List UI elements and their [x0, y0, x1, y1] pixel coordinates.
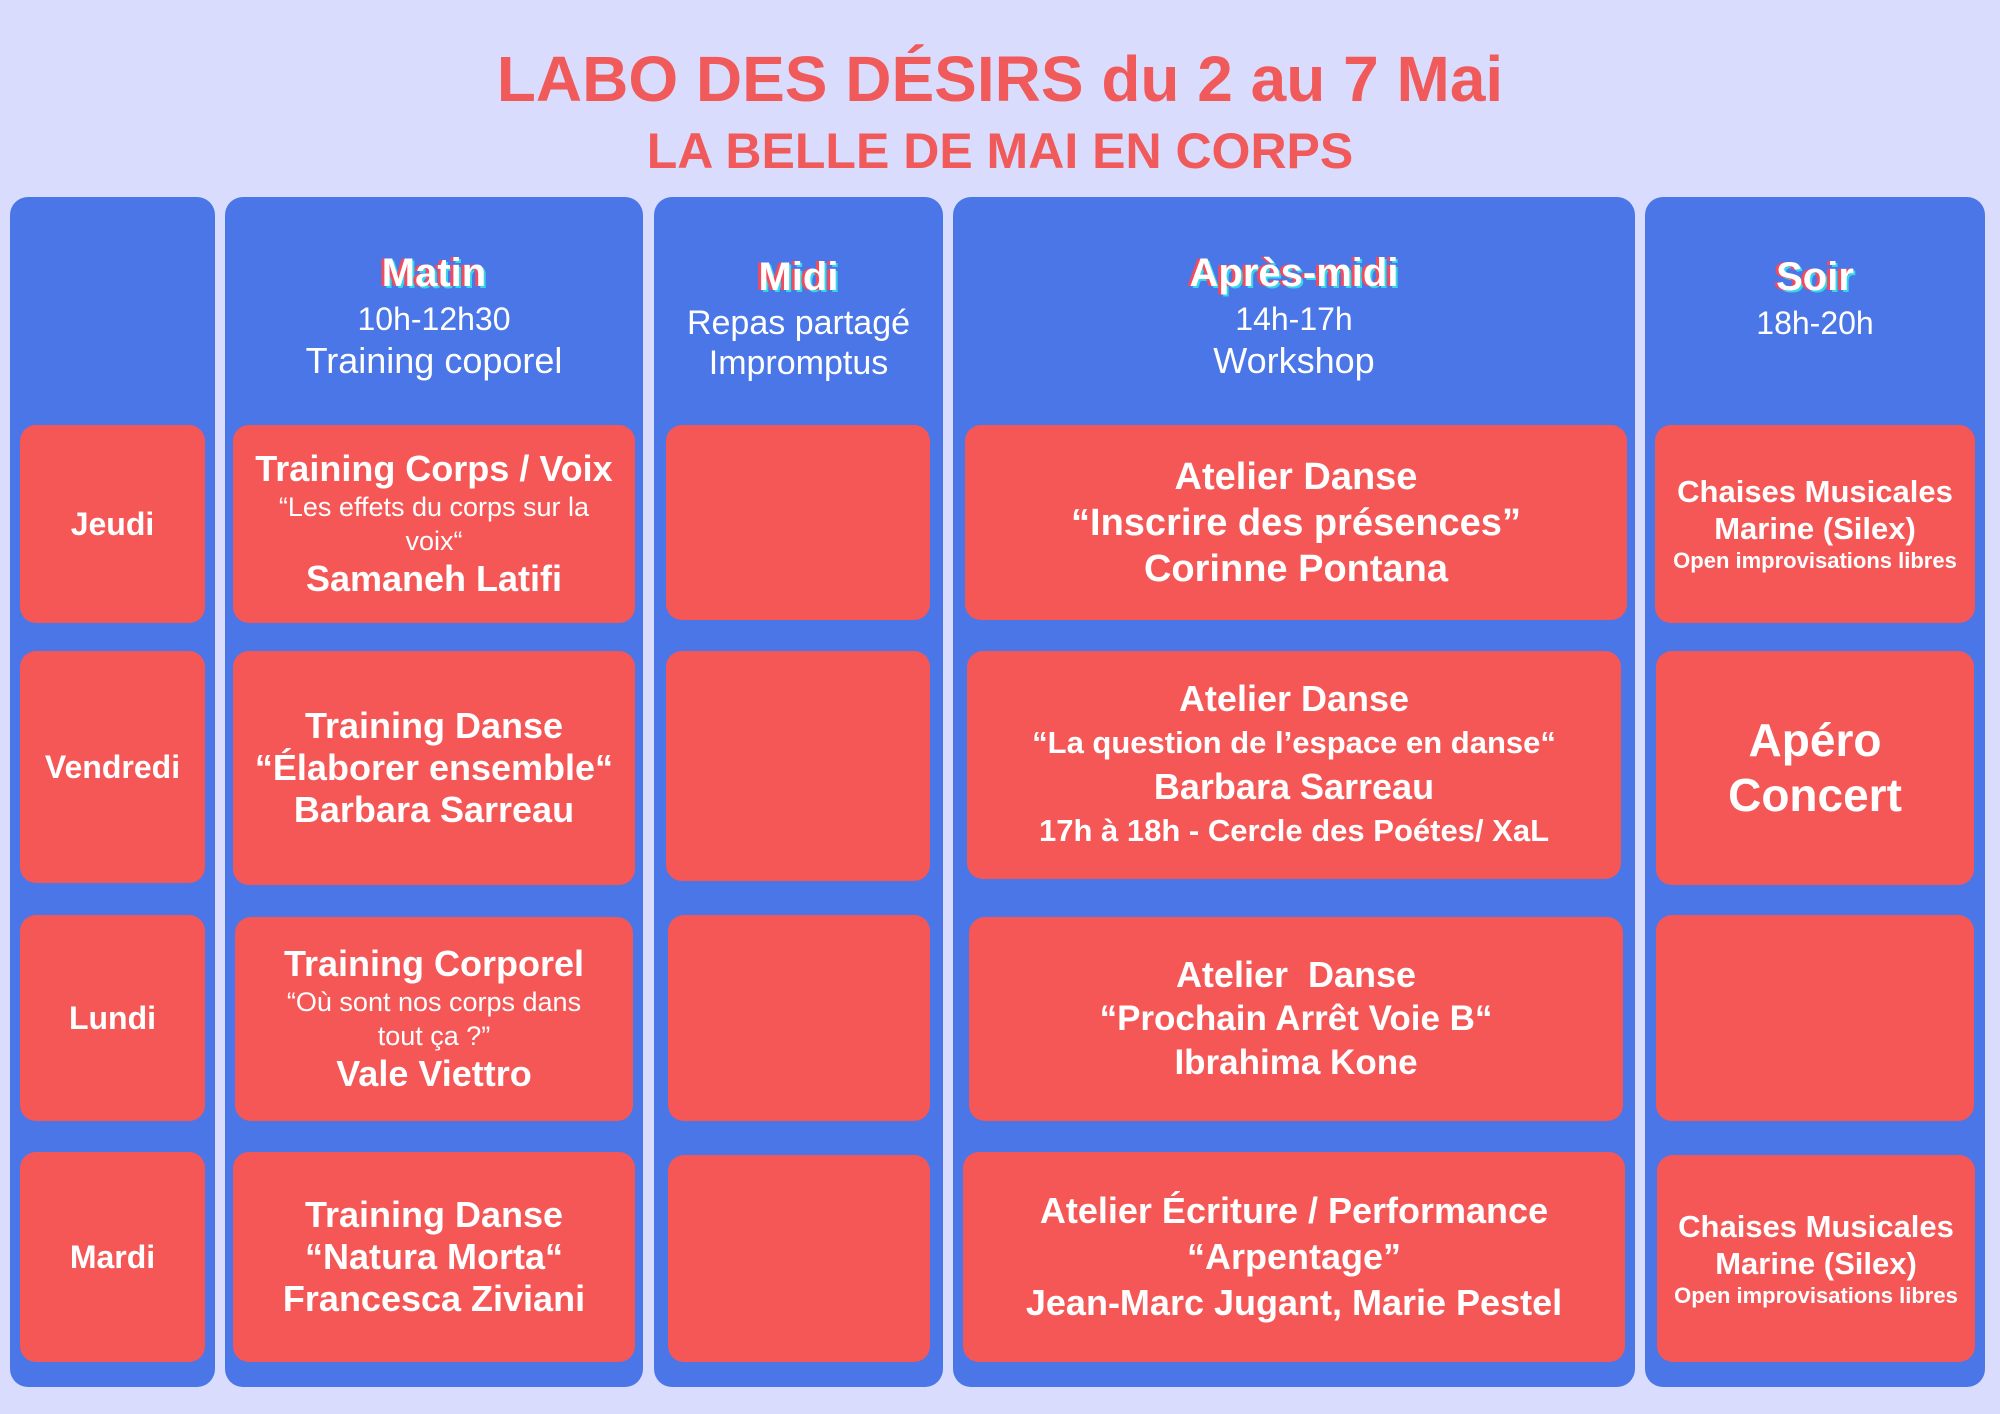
midi-cell-jeudi — [666, 425, 930, 620]
session-quote: “Les effets du corps sur la voix“ — [278, 492, 590, 556]
session-host: Ibrahima Kone — [1174, 1043, 1418, 1082]
soir-time: 18h-20h — [1756, 305, 1874, 341]
apres-midi-time: 14h-17h — [1235, 301, 1353, 337]
day-cell-jeudi — [20, 425, 205, 623]
day-cell-vendredi — [20, 651, 205, 883]
midi-cell-vendredi — [666, 651, 930, 881]
session-title: Training Danse — [304, 1194, 564, 1235]
session-host: Marine (Silex) — [1714, 511, 1916, 546]
day-label: Lundi — [68, 999, 157, 1036]
matin-title: Matin — [381, 251, 487, 295]
matin-cell-jeudi — [233, 425, 635, 623]
apres-midi-header — [953, 247, 1635, 383]
session-title: Atelier Écriture / Performance — [1039, 1190, 1549, 1231]
soir-title: Soir — [1776, 255, 1854, 299]
apres-midi-column — [953, 197, 1635, 1387]
midi-header — [654, 247, 943, 383]
session-host: Vale Viettro — [336, 1053, 532, 1094]
matin-desc: Training coporel — [305, 340, 563, 381]
session-extra: 17h à 18h - Cercle des Poétes/ XaL — [1038, 813, 1550, 848]
session-title: Atelier Danse — [1174, 455, 1418, 498]
session-quote: “Arpentage” — [1186, 1236, 1402, 1277]
session-quote: “Prochain Arrêt Voie B“ — [1099, 999, 1493, 1038]
soir-header — [1645, 247, 1985, 343]
day-column — [10, 197, 215, 1387]
apres-midi-cell-jeudi — [965, 425, 1627, 620]
session-title: Training Corps / Voix — [255, 448, 613, 489]
apres-midi-title: Après-midi — [1189, 251, 1399, 295]
midi-cell-mardi — [668, 1155, 930, 1362]
day-label: Vendredi — [44, 748, 181, 785]
page-title: LABO DES DÉSIRS du 2 au 7 Mai — [496, 43, 1504, 115]
midi-title: Midi — [758, 255, 839, 299]
page-subtitle: LA BELLE DE MAI EN CORPS — [646, 123, 1354, 179]
day-label: Jeudi — [70, 505, 155, 542]
session-subtitle: Concert — [1728, 769, 1902, 821]
session-quote: “La question de l’espace en danse“ — [1032, 725, 1556, 760]
apres-midi-cell-vendredi — [967, 651, 1621, 879]
session-note: Open improvisations libres — [1673, 548, 1957, 573]
soir-cell-lundi — [1656, 915, 1974, 1121]
apres-midi-desc: Workshop — [1213, 340, 1375, 381]
session-title: Atelier Danse — [1175, 954, 1417, 995]
session-title: Training Danse — [304, 705, 564, 746]
session-host: Jean-Marc Jugant, Marie Pestel — [1025, 1282, 1563, 1323]
session-host: Barbara Sarreau — [1153, 766, 1435, 807]
session-host: Barbara Sarreau — [293, 789, 575, 830]
session-host: Corinne Pontana — [1143, 547, 1449, 590]
session-title: Atelier Danse — [1178, 678, 1410, 719]
soir-cell-jeudi — [1655, 425, 1975, 623]
session-quote: “Inscrire des présences” — [1071, 501, 1521, 544]
matin-time: 10h-12h30 — [357, 301, 511, 337]
matin-cell-vendredi — [233, 651, 635, 885]
session-quote: “Élaborer ensemble“ — [254, 747, 614, 788]
session-host: Francesca Ziviani — [282, 1278, 586, 1319]
day-cell-lundi — [20, 915, 205, 1121]
session-host: Samaneh Latifi — [305, 558, 563, 599]
session-quote: “Où sont nos corps dans tout ça ?” — [286, 987, 582, 1051]
session-host: Marine (Silex) — [1715, 1245, 1917, 1281]
session-note: Open improvisations libres — [1674, 1282, 1958, 1308]
day-label: Mardi — [69, 1238, 156, 1275]
day-cell-mardi — [20, 1152, 205, 1362]
midi-line2: Impromptus — [708, 344, 889, 382]
session-title: Training Corporel — [283, 943, 585, 984]
matin-header — [225, 247, 643, 383]
session-title: Chaises Musicales — [1677, 474, 1953, 509]
matin-cell-mardi — [233, 1152, 635, 1362]
apres-midi-cell-lundi — [969, 917, 1623, 1121]
midi-cell-lundi — [668, 915, 930, 1121]
matin-cell-lundi — [235, 917, 633, 1121]
apres-midi-cell-mardi — [963, 1152, 1625, 1362]
matin-column — [225, 197, 643, 1387]
soir-cell-mardi — [1657, 1155, 1975, 1362]
soir-cell-vendredi — [1656, 651, 1974, 885]
soir-column — [1645, 197, 1985, 1387]
session-title: Chaises Musicales — [1678, 1208, 1954, 1244]
session-quote: “Natura Morta“ — [304, 1236, 564, 1277]
midi-line1: Repas partagé — [686, 304, 911, 342]
session-title: Apéro — [1748, 714, 1882, 766]
midi-column — [654, 197, 943, 1387]
